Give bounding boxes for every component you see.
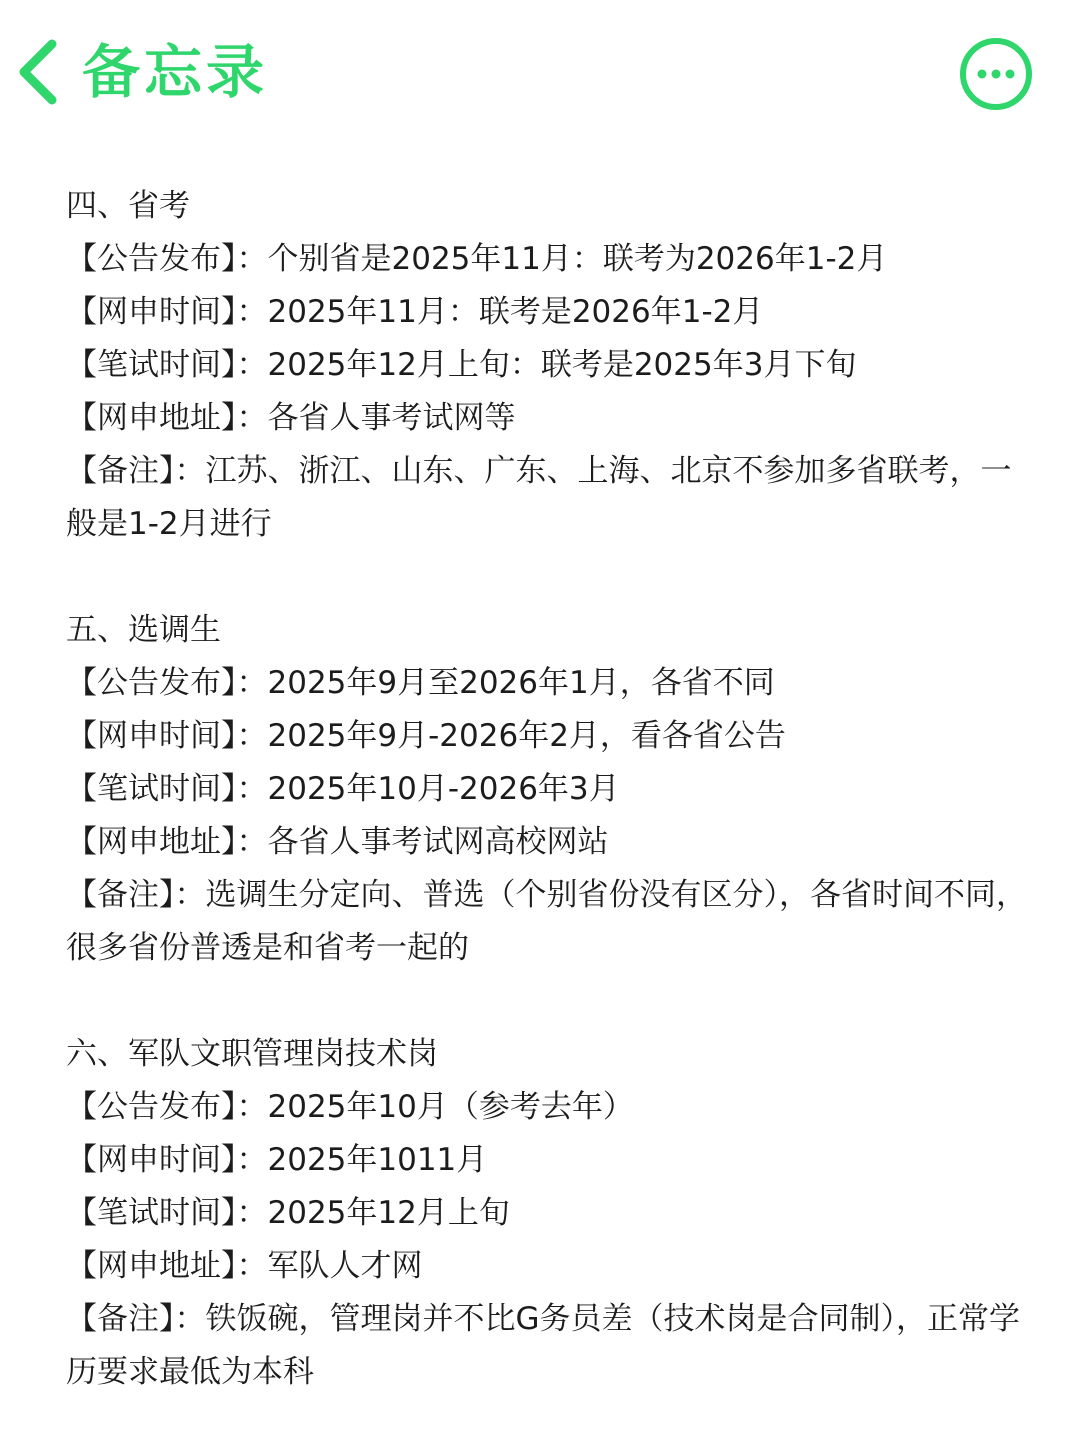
spacer [66, 975, 1046, 1028]
spacer [66, 551, 1046, 604]
section-title: 五、选调生 [66, 612, 221, 648]
note-line: 【笔试时间】：2025年12月上旬 [66, 1195, 510, 1231]
section-remark: 【备注】：选调生分定向、普选（个别省份没有区分），各省时间不同，很多省份普透是和省考一起的 [66, 877, 1027, 966]
section-remark: 【备注】：铁饭碗，管理岗并不比G务员差（技术岗是合同制），正常学历要求最低为本科 [66, 1301, 1021, 1390]
note-line: 【笔试时间】：2025年12月上旬：联考是2025年3月下旬 [66, 347, 857, 383]
page-title: 备忘录 [82, 38, 269, 106]
top-bar [0, 0, 1080, 140]
more-horizontal-circle-icon [958, 36, 1034, 112]
note-body[interactable] [66, 180, 1046, 1399]
note-line: 【网申时间】：2025年1011月 [66, 1142, 488, 1178]
section-title: 六、军队文职管理岗技术岗 [66, 1036, 438, 1072]
section-title: 四、省考 [66, 188, 190, 224]
note-line: 【公告发布】：个别省是2025年11月：联考为2026年1-2月 [66, 241, 888, 277]
note-line: 【网申时间】：2025年9月-2026年2月，看各省公告 [66, 718, 786, 754]
note-line: 【笔试时间】：2025年10月-2026年3月 [66, 771, 620, 807]
note-line: 【网申地址】：各省人事考试网等 [66, 400, 516, 436]
note-line: 【公告发布】：2025年9月至2026年1月，各省不同 [66, 665, 775, 701]
note-line: 【网申地址】：军队人才网 [66, 1248, 423, 1284]
note-line: 【网申地址】：各省人事考试网高校网站 [66, 824, 609, 860]
section-selected-graduates [66, 604, 1046, 975]
section-remark: 【备注】：江苏、浙江、山东、广东、上海、北京不参加多省联考，一般是1-2月进行 [66, 453, 1012, 542]
section-provincial-exam [66, 180, 1046, 551]
more-options-button[interactable] [958, 36, 1034, 112]
note-line: 【网申时间】：2025年11月：联考是2026年1-2月 [66, 294, 764, 330]
section-military-civilian [66, 1028, 1046, 1399]
note-line: 【公告发布】：2025年10月（参考去年） [66, 1089, 634, 1125]
back-button[interactable] [10, 36, 66, 108]
chevron-left-icon [10, 36, 66, 108]
